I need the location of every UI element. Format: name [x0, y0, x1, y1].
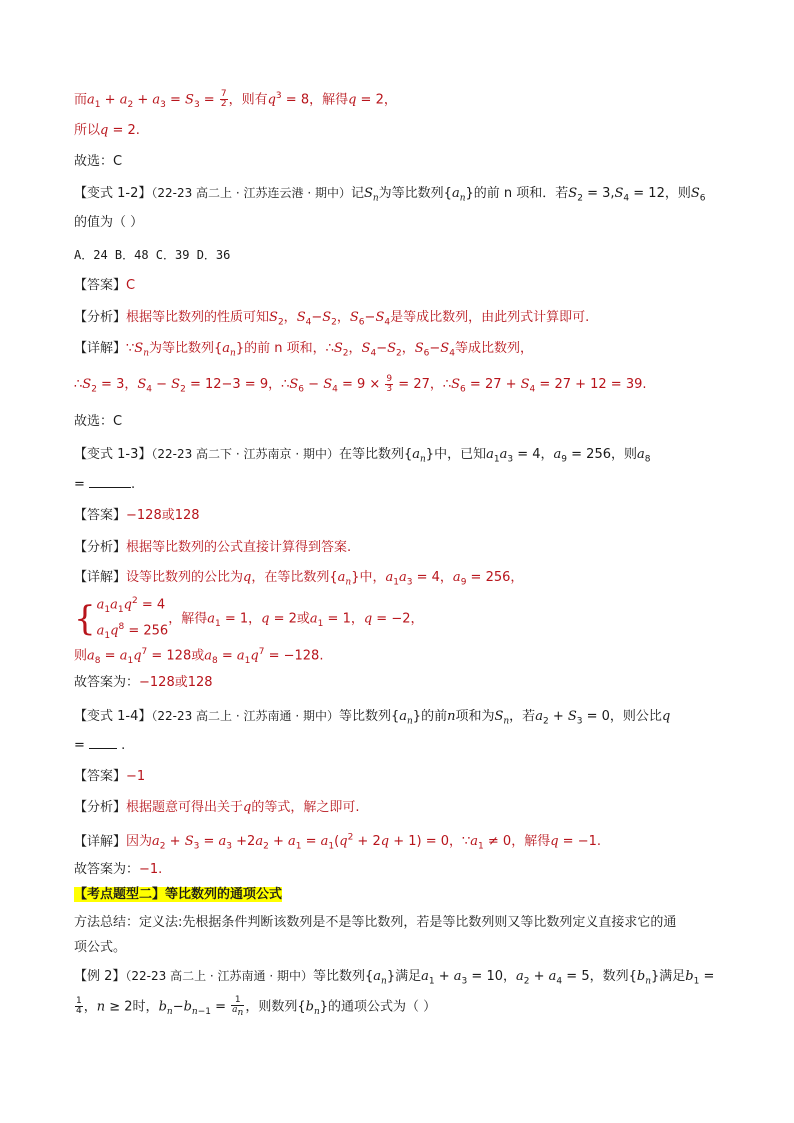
variant-1-4-answer: 【答案】−1: [74, 769, 146, 784]
variant-1-3-analysis: 【分析】根据等比数列的公式直接计算得到答案.: [74, 540, 352, 555]
variant-1-2-detail: 【详解】$\because S_n$为等比数列$\{a_n\}$的前 n 项和，$\therefore S_2$，$S_4-S_2$，$S_6-S_4$等成比数列，: [74, 341, 533, 359]
variant-tag: 【变式 1-2】: [74, 186, 152, 201]
variant-1-4-question-cont: = .: [74, 738, 126, 753]
source: （22-23 高二上 · 江苏连云港 · 期中）: [151, 186, 351, 200]
variant-1-4-question: 【变式 1-4】（22-23 高二上 · 江苏南通 · 期中）等比数列$\{a_n\}$的前n项和为$S_n$，若$a_2 + S_3 = 0$，则公比q: [74, 709, 671, 727]
variant-1-3-answer: 【答案】−128或128: [74, 508, 200, 523]
section-title: 【考点题型二】等比数列的通项公式: [74, 887, 283, 902]
method-summary-cont: 项公式。: [74, 940, 127, 955]
variant-1-3-question: 【变式 1-3】（22-23 高二下 · 江苏南京 · 期中）在等比数列$\{a_n\}$中，已知$a_1a_3 = 4$，$a_9 = 256$，则$a_8$: [74, 447, 651, 465]
variant-1-2-answer: 【答案】C: [74, 278, 136, 293]
variant-1-4-end: 故答案为：−1.: [74, 862, 163, 877]
variant-1-2-question: 【变式 1-2】（22-23 高二上 · 江苏连云港 · 期中）记$S_n$为等比数列$\{a_n\}$的前 n 项和．若$S_2 = 3,S_4 = 12$，则$S_6$: [74, 186, 706, 204]
example-2-question-cont: $\frac{1}{4}$ ，n ≥ 2时，$b_n-b_{n-1}$ = $\frac{1}{a_n}$ ，则数列$\{b_n\}$的通项公式为（ ）: [76, 995, 437, 1018]
variant-1-2-end: 故选：C: [74, 414, 123, 429]
variant-1-2-options: A．24 B．48 C．39 D．36: [74, 248, 231, 262]
variant-1-4-detail: 【详解】因为$a_2 + S_3 = a_3 +2a_2 + a_1 = a_1(q^2 + 2q + 1) = 0$，$\because a_1 \ne 0$，解得q = −1.: [74, 833, 601, 852]
variant-1-3-detail-3: 则$a_8 = a_1q^7 = 128$或$a_8 = a_1q^7 = -128$.: [74, 647, 324, 666]
solution-line-2: 所以q = 2.: [74, 123, 140, 138]
variant-1-4-analysis: 【分析】根据题意可得出关于q的等式，解之即可.: [74, 800, 360, 815]
variant-1-3-detail: 【详解】设等比数列的公比为q，在等比数列$\{a_n\}$中，$a_1a_3 = 4$，$a_9 = 256$，: [74, 570, 524, 588]
variant-1-3-system: { $a_1a_1q^2 = 4$ $a_1q^8 = 256$ ，解得$a_1 = 1$，q = 2或$a_1 = 1$，q = −2，: [74, 596, 424, 641]
choose-c-line: 故选：C: [74, 154, 123, 169]
example-2-question: 【例 2】（22-23 高二上 · 江苏南通 · 期中）等比数列$\{a_n\}$满足$a_1 + a_3 = 10$，$a_2 + a_4 = 5$，数列$\{b_n\}$满足$b_1$ =: [74, 969, 715, 987]
variant-1-2-detail-2: $\therefore S_2 = 3$，$S_4 - S_2 = 12-3 = 9$，$\therefore S_6 - S_4 = 9$ × $\frac{9}{3}$ = 27，$\therefore S_6 = 27 + S_4 = 27 + 12 = 39$.: [74, 374, 647, 395]
variant-1-2-question-cont: 的值为（ ）: [74, 215, 144, 230]
solution-line-1: 而$a_1 + a_2 + a_3 = S_3$ = $\frac{7}{2}$ ，则有$q^3 = 8$，解得q = 2，: [74, 89, 397, 110]
method-summary: 方法总结：定义法:先根据条件判断该数列是不是等比数列，若是等比数列则又等比数列定义直接求它的通: [74, 915, 677, 930]
variant-1-2-analysis: 【分析】根据等比数列的性质可知$S_2$，$S_4-S_2$，$S_6-S_4$是等成比数列，由此列式计算即可.: [74, 310, 590, 328]
variant-1-3-question-cont: = .: [74, 477, 136, 492]
variant-1-3-end: 故答案为：−128或128: [74, 675, 213, 690]
